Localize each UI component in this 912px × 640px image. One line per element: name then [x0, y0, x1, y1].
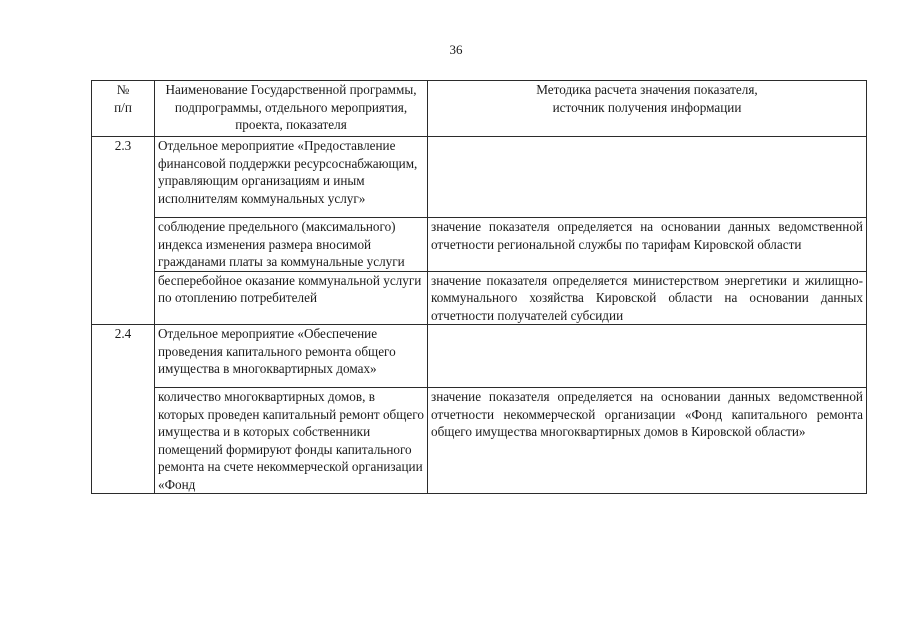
row-number: 2.3 [92, 137, 155, 325]
activity-name: Отдельное мероприятие «Предоставление финансовой поддержки ресурсоснабжающим, управляющим организациям и иным исполнителям коммунальных услуг» [155, 137, 428, 218]
header-row-number: № п/п [92, 81, 155, 137]
indicator-name: соблюдение предельного (максимального) индекса изменения размера вносимой гражданами платы за коммунальные услуги [155, 218, 428, 272]
calculation-method [428, 325, 867, 388]
row-number: 2.4 [92, 325, 155, 494]
activity-name: Отдельное мероприятие «Обеспечение проведения капитального ремонта общего имущества в многоквартирных домах» [155, 325, 428, 388]
indicator-name: количество многоквартирных домов, в которых проведен капитальный ремонт общего имущества и в которых собственники помещений формируют фонды капитального ремонта на счете некоммерческой организации «Фонд [155, 388, 428, 494]
table-row [92, 388, 867, 494]
table-row [92, 137, 867, 218]
calculation-method: значение показателя определяется министерством энергетики и жилищно-коммунального хозяйства Кировской области на основании данных отчетности получателей субсидии [428, 271, 867, 325]
header-program-name: Наименование Государственной программы, подпрограммы, отдельного мероприятия, проекта, показателя [155, 81, 428, 137]
indicator-methodology-table [91, 80, 867, 494]
header-calculation-method: Методика расчета значения показателя, источник получения информации [428, 81, 867, 137]
table-header [92, 81, 867, 137]
calculation-method [428, 137, 867, 218]
indicator-name: бесперебойное оказание коммунальной услуги по отоплению потребителей [155, 271, 428, 325]
table-row [92, 325, 867, 388]
page-number: 36 [449, 42, 463, 57]
table-row [92, 218, 867, 272]
calculation-method: значение показателя определяется на основании данных ведомственной отчетности некоммерческой организации «Фонд капитального ремонта общего имущества многоквартирных домов в Кировской области» [428, 388, 867, 494]
table-row [92, 271, 867, 325]
calculation-method: значение показателя определяется на основании данных ведомственной отчетности региональной службы по тарифам Кировской области [428, 218, 867, 272]
